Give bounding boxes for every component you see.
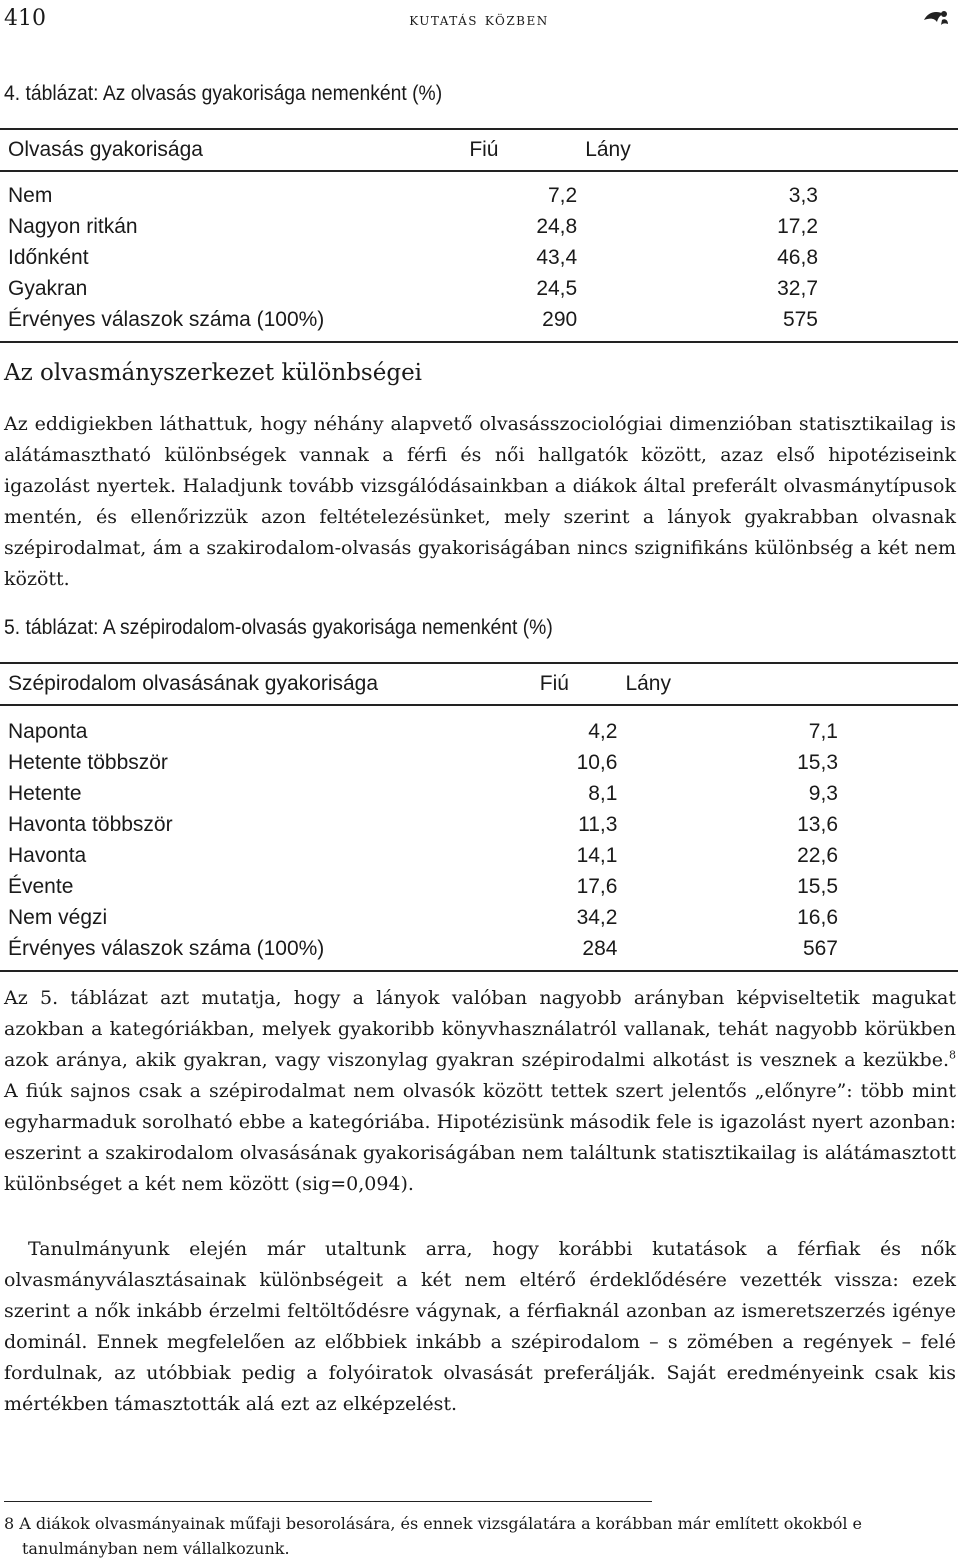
row-label: Naponta (8, 719, 88, 743)
cell-lany: 15,5 (797, 874, 838, 898)
table-row (0, 778, 958, 809)
cell-fiu: 7,2 (548, 183, 578, 207)
footnote-reference[interactable]: 8 (949, 1048, 956, 1062)
cell-fiu: 8,1 (588, 781, 618, 805)
column-header: Lány (585, 138, 631, 161)
table-row (0, 242, 958, 273)
row-label: Havonta többször (8, 812, 173, 836)
paragraph (4, 983, 956, 1200)
cell-lany: 32,7 (777, 276, 818, 300)
column-header: Lány (625, 672, 671, 695)
paragraph: Az eddigiekben láthattuk, hogy néhány alapvető olvasásszociológiai dimenzióban statisztikailag is alátámasztható különbségek vannak a férfi és női hallgatók között, azaz első hipotéziseink igazolást nyertek. Haladjunk tovább vizsgálódásainkban a diákok által preferált olvasmánytípusok mentén, és ellenőrizzük azon feltételezésünket, mely szerint a lányok gyakrabban olvasnak szépirodalmat, ám a szakirodalom-olvasás gyakoriságában nincs szignifikáns különbség a két nem között. (4, 413, 956, 590)
column-header: Szépirodalom olvasásának gyakorisága (8, 672, 379, 695)
row-label: Nem (8, 183, 53, 207)
section-title: Az olvasmányszerkezet különbségei (4, 360, 423, 386)
paragraph: Tanulmányunk elején már utaltunk arra, hogy korábbi kutatások a férfiak és nők olvasmányválasztásainak különbségeit a két nem eltérő érdeklődésére vezették vissza: ezek szerint a nők inkább érzelmi feltöltődésre vágynak, a férfiaknál azonban az ismeretszerzés igénye dominál. Ennek megfelelően az előbbiek inkább a szépirodalom – s zömében a regények – felé fordulnak, az utóbbiak pedig a folyóiratok olvasását preferálják. Saját eredményeink csak kis mértékben támasztották alá ezt az elképzelést. (4, 1238, 956, 1415)
footnote-text: A diákok olvasmányainak műfaji besorolására, és ennek vizsgálatára a korábban már említett okokból e (19, 1514, 862, 1533)
cell-lany: 3,3 (788, 183, 818, 207)
cell-fiu: 11,3 (578, 812, 618, 836)
row-label: Érvényes válaszok száma (100%) (8, 936, 325, 960)
table-row (0, 871, 958, 902)
table-header-row (0, 663, 958, 705)
row-label: Időnként (8, 245, 89, 269)
table-row (0, 273, 958, 304)
cell-fiu: 24,5 (536, 276, 578, 300)
table-row (0, 747, 958, 778)
table-row (0, 933, 958, 971)
cell-lany: 15,3 (797, 750, 838, 774)
footnote-divider (4, 1501, 652, 1502)
table-row (0, 171, 958, 211)
paragraph-text: A fiúk sajnos csak a szépirodalmat nem olvasók között tettek szert jelentős „előnyre”: több mint egyharmaduk sorolható ebbe a kategóriába. Hipotézisünk második fele is igazolást nyert azonban: eszerint a szakirodalom olvasásának gyakoriságában nem találtunk statisztikailag is alátámasztott különbséget a két nem között (sig=0,094). (4, 1080, 956, 1195)
table-row (0, 902, 958, 933)
row-label: Nagyon ritkán (8, 214, 138, 238)
cell-lany: 7,1 (808, 719, 838, 743)
table4-caption: 4. táblázat: Az olvasás gyakorisága nemenként (%) (4, 82, 443, 105)
row-label: Nem végzi (8, 905, 108, 929)
table5-caption: 5. táblázat: A szépirodalom-olvasás gyakorisága nemenként (%) (4, 616, 553, 639)
row-label: Hetente többször (8, 750, 168, 774)
footnote-text-continued: tanulmányban nem vállalkozunk. (22, 1539, 290, 1558)
running-head: kutatás közben (409, 10, 549, 30)
cell-fiu: 290 (542, 307, 578, 331)
cell-fiu: 24,8 (536, 214, 578, 238)
footnote-number: 8 (4, 1514, 15, 1533)
cell-lany: 13,6 (797, 812, 838, 836)
paragraph-text: Az 5. táblázat azt mutatja, hogy a lányok valóban nagyobb arányban képviseltetik magukat azokban a kategóriákban, melyek gyakoribb könyvhasználatról vallanak, tehát nagyobb körükben azok aránya, akik gyakran, vagy viszonylag gyakran szépirodalmi alkotást is vesznek a kezükbe. (4, 987, 956, 1071)
table-row (0, 211, 958, 242)
column-header: Fiú (539, 672, 569, 695)
fleuron-icon (922, 6, 950, 28)
column-header: Fiú (469, 138, 499, 161)
table4 (0, 128, 958, 343)
table-row (0, 304, 958, 342)
cell-fiu: 10,6 (576, 750, 618, 774)
row-label: Gyakran (8, 276, 88, 300)
row-label: Havonta (8, 843, 87, 867)
cell-lany: 16,6 (797, 905, 838, 929)
row-label: Hetente (8, 781, 82, 805)
footnote (4, 1511, 956, 1561)
column-header: Olvasás gyakorisága (8, 138, 203, 161)
table-row (0, 705, 958, 747)
cell-fiu: 14,1 (576, 843, 618, 867)
cell-fiu: 34,2 (576, 905, 618, 929)
table-row (0, 840, 958, 871)
cell-lany: 17,2 (777, 214, 818, 238)
table-row (0, 809, 958, 840)
cell-fiu: 284 (582, 936, 618, 960)
cell-lany: 567 (802, 936, 838, 960)
cell-lany: 575 (782, 307, 818, 331)
cell-fiu: 4,2 (588, 719, 618, 743)
cell-fiu: 17,6 (576, 874, 618, 898)
table5 (0, 662, 958, 972)
cell-lany: 22,6 (797, 843, 838, 867)
cell-lany: 9,3 (808, 781, 838, 805)
cell-fiu: 43,4 (536, 245, 578, 269)
page-number: 410 (4, 6, 46, 31)
row-label: Érvényes válaszok száma (100%) (8, 307, 325, 331)
table-header-row (0, 129, 958, 171)
page-header (4, 4, 954, 34)
row-label: Évente (8, 874, 74, 898)
cell-lany: 46,8 (777, 245, 818, 269)
